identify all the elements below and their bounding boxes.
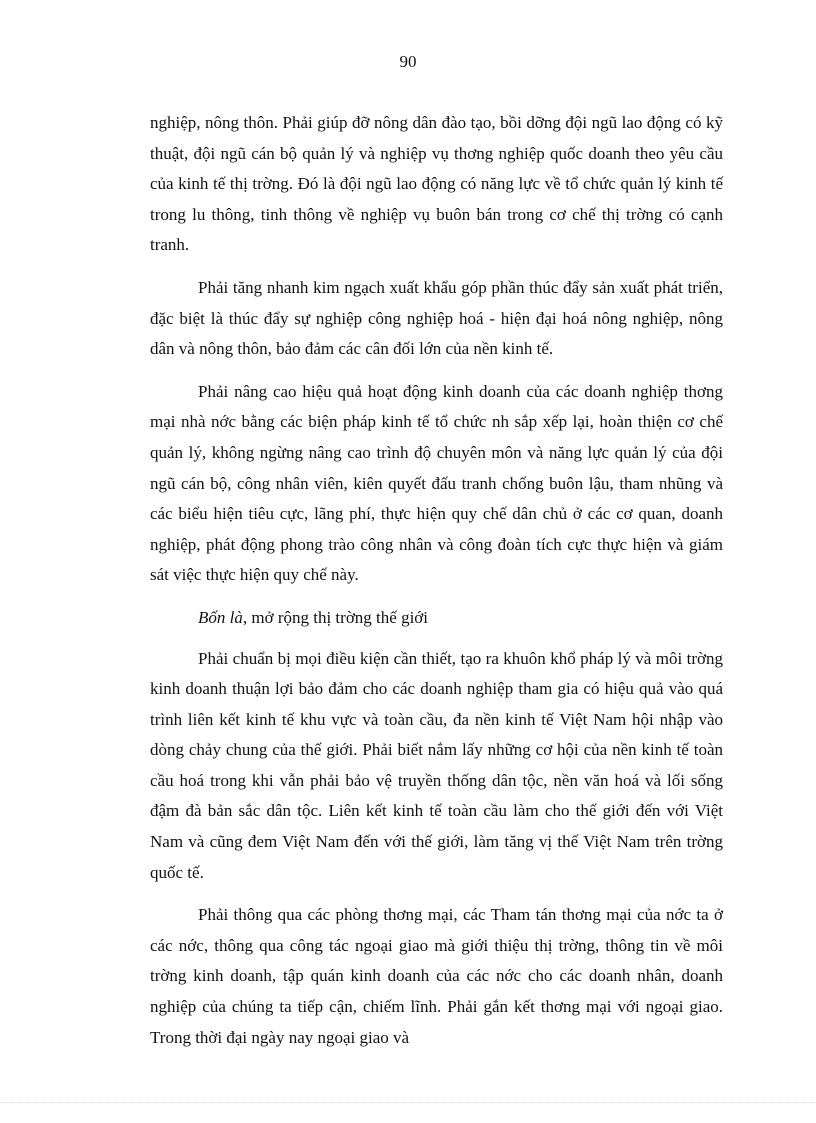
section-heading-emphasis: Bốn là [198,607,243,627]
section-heading [150,603,723,634]
page-number: 90 [399,52,417,71]
page-bottom-rule [0,1102,816,1103]
document-body [150,108,723,1065]
paragraph-3: Phải nâng cao hiệu quả hoạt động kinh doanh của các doanh nghiệp thơng mại nhà nớc bằng các biện pháp kinh tế tổ chức nh sắp xếp lại, hoàn thiện cơ chế quản lý, không ngừng nâng cao trình độ chuyên môn và năng lực quản lý của đội ngũ cán bộ, công nhân viên, kiên quyết đấu tranh chống buôn lậu, tham nhũng và các biểu hiện tiêu cực, lãng phí, thực hiện quy chế dân chủ ở các cơ quan, doanh nghiệp, phát động phong trào công nhân và công đoàn tích cực thực hiện và giám sát việc thực hiện quy chế này. [150,381,723,585]
paragraph-1: nghiệp, nông thôn. Phải giúp đỡ nông dân đào tạo, bồi dỡng đội ngũ lao động có kỹ thuật, đội ngũ cán bộ quản lý và nghiệp vụ thơng nghiệp quốc doanh theo yêu cầu của kinh tế thị trờng. Đó là đội ngũ lao động có năng lực về tổ chức quản lý kinh tế trong lu thông, tinh thông về nghiệp vụ buôn bán trong cơ chế thị trờng có cạnh tranh. [150,113,723,255]
paragraph-2: Phải tăng nhanh kim ngạch xuất khẩu góp phần thúc đẩy sản xuất phát triển, đặc biệt là thúc đẩy sự nghiệp công nghiệp hoá - hiện đại hoá nông nghiệp, nông dân và nông thôn, bảo đảm các cân đối lớn của nền kinh tế. [150,277,723,359]
paragraph-5: Phải chuẩn bị mọi điều kiện cần thiết, tạo ra khuôn khổ pháp lý và môi trờng kinh doanh thuận lợi bảo đảm cho các doanh nghiệp tham gia có hiệu quả vào quá trình liên kết kinh tế khu vực và toàn cầu, đa nền kinh tế Việt Nam hội nhập vào dòng chảy chung của thế giới. Phải biết nắm lấy những cơ hội của nền kinh tế toàn cầu hoá trong khi vẫn phải bảo vệ truyền thống dân tộc, nền văn hoá và lối sống đậm đà bản sắc dân tộc. Liên kết kinh tế toàn cầu làm cho thế giới đến với Việt Nam và cũng đem Việt Nam đến với thế giới, làm tăng vị thế Việt Nam trên trờng quốc tế. [150,648,723,882]
section-heading-text: , mở rộng thị trờng thế giới [242,607,429,627]
paragraph-6: Phải thông qua các phòng thơng mại, các Tham tán thơng mại của nớc ta ở các nớc, thông qua công tác ngoại giao mà giới thiệu thị trờng, thông tin về môi trờng kinh doanh, tập quán kinh doanh của các nớc cho các doanh nhân, doanh nghiệp của chúng ta tiếp cận, chiếm lĩnh. Phải gắn kết thơng mại với ngoại giao. Trong thời đại ngày nay ngoại giao và [150,905,723,1047]
